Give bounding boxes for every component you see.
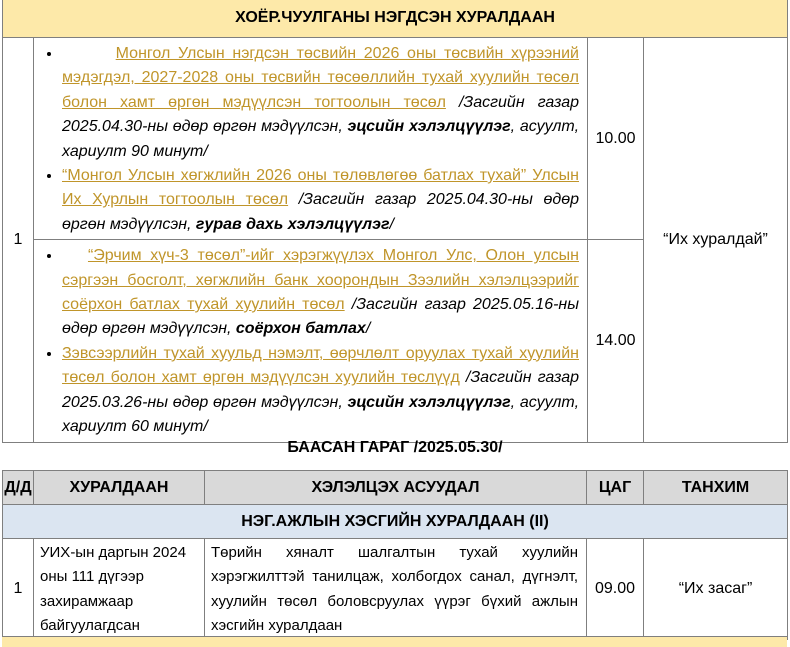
column-header: ЦАГ: [587, 471, 644, 505]
agenda-note: /Засгийн газар 2025.04.30-ны өдөр өргөн мэдүүлсэн,: [62, 191, 580, 233]
schedule-table: [2, 470, 788, 640]
agenda-link[interactable]: “Монгол Улсын хөгжлийн 2026 оны төлөвлөгөө батлах тухай” Улсын Их Хурлын тогтоолын төсөл: [62, 167, 579, 209]
agenda-stage: эцсийн хэлэлцүүлэг: [347, 393, 511, 411]
column-header: ТАНХИМ: [644, 471, 788, 505]
meeting-cell: УИХ-ын даргын 2024 оны 111 дүгээр захирамжаар байгуулагдсан: [34, 539, 205, 640]
group-header: НЭГ.АЖЛЫН ХЭСГИЙН ХУРАЛДААН (II): [3, 505, 788, 539]
agenda-block-afternoon: [34, 240, 588, 442]
time-cell: 09.00: [587, 539, 644, 640]
room-cell: “Их засаг”: [644, 539, 788, 640]
day-title: БААСАН ГАРАГ /2025.05.30/: [287, 439, 503, 456]
next-section-strip: [2, 636, 787, 647]
agenda-item: [62, 244, 579, 342]
column-header: ХЭЛЭЛЦЭХ АСУУДАЛ: [205, 471, 587, 505]
agenda-note: /Засгийн газар 2025.05.16-ны өдөр өргөн мэдүүлсэн,: [62, 296, 580, 338]
agenda-link[interactable]: Монгол Улсын нэгдсэн төсвийн 2026 оны төсвийн хүрээний мэдэгдэл, 2027-2028 оны төсвийн төсөөллийн тухай хуулийн төсөл болон хамт өргөн мэдүүлсэн тогтоолын төсөл: [62, 45, 579, 111]
agenda-note-end: , асуулт, хариулт 90 минут/: [62, 118, 580, 160]
agenda-note-end: /: [365, 320, 371, 338]
agenda-link[interactable]: “Эрчим хүч-3 төсөл”-ийг хэрэгжүүлэх Монгол Улс, Олон улсын сэргээн босголт, хөгжлийн банк хоорондын Зээлийн хэлэлцээрийг соёрхон батлах тухай хуулийн төсөл: [62, 247, 579, 314]
room-cell: “Их хуралдай”: [644, 38, 788, 443]
agenda-note-end: , асуулт, хариулт 60 минут/: [62, 393, 580, 436]
time-cell: 10.00: [588, 38, 644, 240]
session-table: [2, 0, 788, 443]
agenda-stage: соёрхон батлах: [235, 320, 366, 338]
agenda-note: /Засгийн газар 2025.03.26-ны өдөр өргөн мэдүүлсэн,: [62, 369, 579, 411]
time-cell: 14.00: [588, 240, 644, 442]
agenda-item: [62, 164, 579, 237]
agenda-block-morning: [34, 38, 588, 240]
agenda-item: [62, 342, 579, 440]
agenda-link[interactable]: Зэвсээрлийн тухай хуульд нэмэлт, өөрчлөлт оруулах тухай хуулийн төсөл болон хамт өргөн мэдүүлсэн хуулийн төслүүд: [62, 344, 579, 387]
column-header-row: [3, 471, 788, 505]
row-number: 1: [3, 539, 34, 640]
row-number: 1: [3, 38, 34, 443]
agenda-stage: эцсийн хэлэлцүүлэг: [347, 118, 511, 136]
column-header: Д/Д: [3, 471, 34, 505]
agenda-note: /Засгийн газар 2025.04.30-ны өдөр өргөн мэдүүлсэн,: [62, 93, 579, 136]
topic-cell: Төрийн хяналт шалгалтын тухай хуулийн хэрэгжилттэй танилцаж, холбогдох санал, дүгнэлт, хуулийн төсөл боловсруулах үүрэг бүхий ажлын хэсгийн хуралдаан: [205, 539, 587, 640]
table-row: [3, 539, 788, 640]
session-header: ХОЁР.ЧУУЛГАНЫ НЭГДСЭН ХУРАЛДААН: [3, 0, 788, 38]
column-header: ХУРАЛДААН: [34, 471, 205, 505]
agenda-note-end: /: [389, 215, 394, 233]
agenda-item: [62, 42, 579, 164]
agenda-stage: гурав дахь хэлэлцүүлэг: [195, 215, 390, 233]
